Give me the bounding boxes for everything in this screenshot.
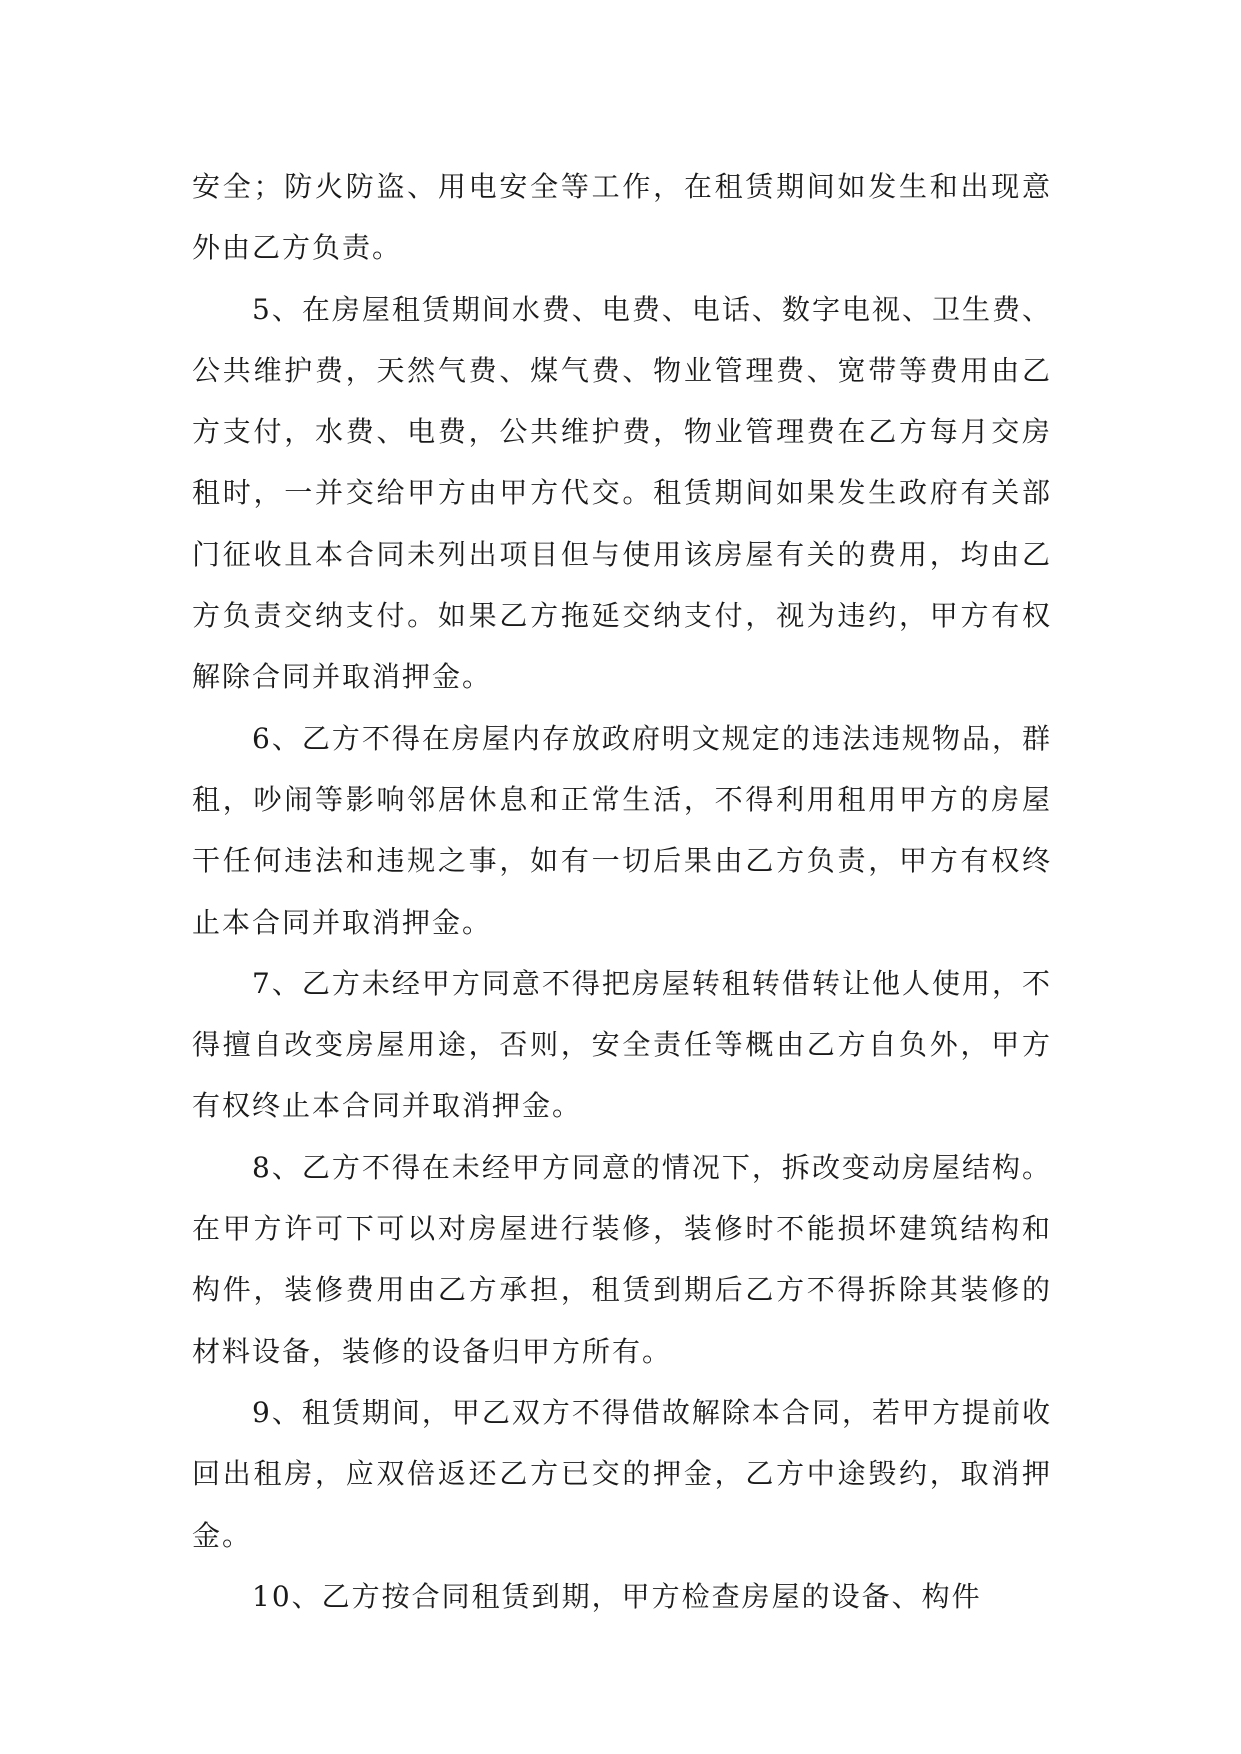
document-page xyxy=(192,156,1052,1627)
paragraph-clause-5: 5、在房屋租赁期间水费、电费、电话、数字电视、卫生费、公共维护费，天然气费、煤气费、物业管理费、宽带等费用由乙方支付，水费、电费，公共维护费，物业管理费在乙方每月交房租时，一并交给甲方由甲方代交。租赁期间如果发生政府有关部门征收且本合同未列出项目但与使用该房屋有关的费用，均由乙方负责交纳支付。如果乙方拖延交纳支付，视为违约，甲方有权解除合同并取消押金。 xyxy=(192,292,1052,694)
paragraph-clause-8: 8、乙方不得在未经甲方同意的情况下，拆改变动房屋结构。在甲方许可下可以对房屋进行装修，装修时不能损坏建筑结构和构件，装修费用由乙方承担，租赁到期后乙方不得拆除其装修的材料设备，装修的设备归甲方所有。 xyxy=(192,1150,1052,1368)
paragraph-clause-10: 10、乙方按合同租赁到期，甲方检查房屋的设备、构件 xyxy=(252,1579,982,1613)
paragraph-clause-9: 9、租赁期间，甲乙双方不得借故解除本合同，若甲方提前收回出租房，应双倍返还乙方已交的押金，乙方中途毁约，取消押金。 xyxy=(192,1395,1052,1552)
paragraph-continuation: 安全；防火防盗、用电安全等工作，在租赁期间如发生和出现意外由乙方负责。 xyxy=(192,170,1052,265)
paragraph-clause-6: 6、乙方不得在房屋内存放政府明文规定的违法违规物品，群租，吵闹等影响邻居休息和正常生活，不得利用租用甲方的房屋干任何违法和违规之事，如有一切后果由乙方负责，甲方有权终止本合同并取消押金。 xyxy=(192,721,1052,939)
paragraph-clause-7: 7、乙方未经甲方同意不得把房屋转租转借转让他人使用，不得擅自改变房屋用途，否则，安全责任等概由乙方自负外，甲方有权终止本合同并取消押金。 xyxy=(192,966,1052,1123)
